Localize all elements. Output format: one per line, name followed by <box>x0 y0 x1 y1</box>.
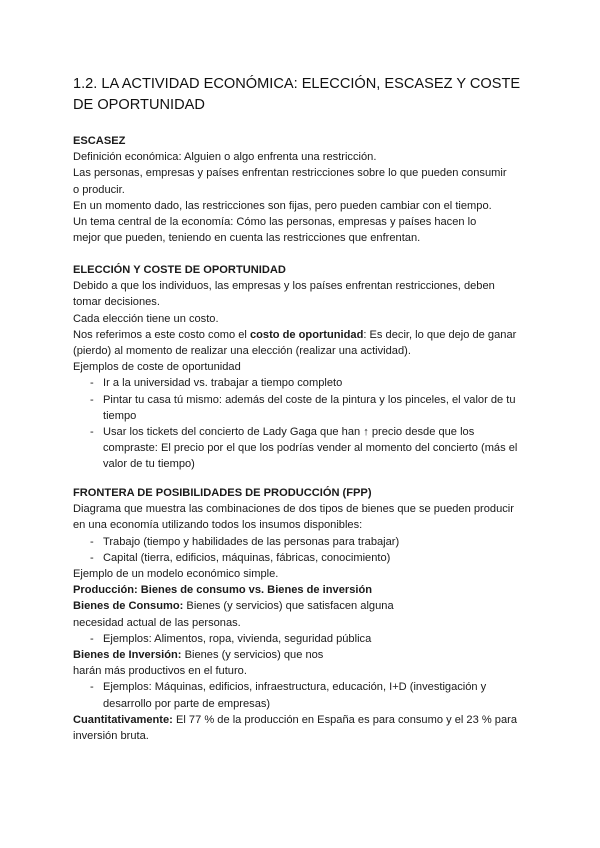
section-fpp <box>73 485 528 744</box>
paragraph: Ejemplos de coste de oportunidad <box>73 361 241 374</box>
term-label: Cuantitativamente: <box>73 713 173 726</box>
inversion-examples-list <box>73 679 528 711</box>
text-run: Bienes (y servicios) que nos harán más productivos en el futuro. <box>73 649 324 678</box>
term-label: Bienes de Inversión: <box>73 649 182 662</box>
paragraph <box>73 647 333 679</box>
section-eleccion <box>73 262 528 473</box>
paragraph: Diagrama que muestra las combinaciones de dos tipos de bienes que se pueden producir en una economía utilizando todos los insumos disponibles: <box>73 503 514 532</box>
list-item: - Capital (tierra, edificios, máquinas, fábricas, conocimiento) <box>73 550 528 566</box>
list-item: - Pintar tu casa tú mismo: además del coste de la pintura y los pinceles, el valor de tu tiempo <box>73 392 528 424</box>
list-item: - Ir a la universidad vs. trabajar a tiempo completo <box>73 375 528 391</box>
paragraph: Las personas, empresas y países enfrentan restricciones sobre lo que pueden consumir o producir. <box>73 167 507 196</box>
list-item: - Usar los tickets del concierto de Lady Gaga que han ↑ precio desde que los compraste: El precio por el que los podrías vender al momento del concierto (más el valor de tu tiempo) <box>73 424 528 473</box>
section-escasez <box>73 133 528 246</box>
page-title: 1.2. LA ACTIVIDAD ECONÓMICA: ELECCIÓN, ESCASEZ Y COSTE DE OPORTUNIDAD <box>73 76 521 113</box>
text-run: : Es decir, lo que dejo de ganar (pierdo) al momento de realizar una elección (realizar una actividad). <box>73 328 517 358</box>
text-run: El 77 % de la producción en España es para consumo y el 23 % para inversión bruta. <box>73 713 517 743</box>
list-item: - Ejemplos: Máquinas, edificios, infraestructura, educación, I+D (investigación y desarrollo por parte de empresas) <box>73 679 503 711</box>
consumo-examples-list <box>73 631 528 647</box>
paragraph: Definición económica: Alguien o algo enfrenta una restricción. <box>73 151 377 164</box>
term-label: Bienes de Consumo: <box>73 600 184 613</box>
section-heading: ELECCIÓN Y COSTE DE OPORTUNIDAD <box>73 264 286 276</box>
paragraph-bold: Producción: Bienes de consumo vs. Bienes de inversión <box>73 584 372 597</box>
section-heading: FRONTERA DE POSIBILIDADES DE PRODUCCIÓN (FPP) <box>73 487 372 499</box>
paragraph: Un tema central de la economía: Cómo las personas, empresas y países hacen lo mejor que pueden, teniendo en cuenta las restricciones que enfrentan. <box>73 216 477 245</box>
paragraph: En un momento dado, las restricciones son fijas, pero pueden cambiar con el tiempo. <box>73 199 492 212</box>
paragraph: Ejemplo de un modelo económico simple. <box>73 568 279 581</box>
text-run: Nos referimos a este costo como el <box>73 328 250 341</box>
text-run-bold: costo de oportunidad <box>249 328 364 341</box>
paragraph <box>73 712 523 744</box>
section-heading: ESCASEZ <box>73 135 126 147</box>
inputs-list <box>73 534 528 566</box>
list-item: - Ejemplos: Alimentos, ropa, vivienda, seguridad pública <box>73 631 528 647</box>
text-run: Bienes (y servicios) que satisfacen alguna necesidad actual de las personas. <box>73 600 394 629</box>
examples-list <box>73 375 528 472</box>
paragraph <box>73 327 518 359</box>
paragraph: Debido a que los individuos, las empresas y los países enfrentan restricciones, deben tomar decisiones. <box>73 280 495 309</box>
paragraph <box>73 598 403 630</box>
paragraph: Cada elección tiene un costo. <box>73 312 219 325</box>
list-item: - Trabajo (tiempo y habilidades de las personas para trabajar) <box>73 534 528 550</box>
